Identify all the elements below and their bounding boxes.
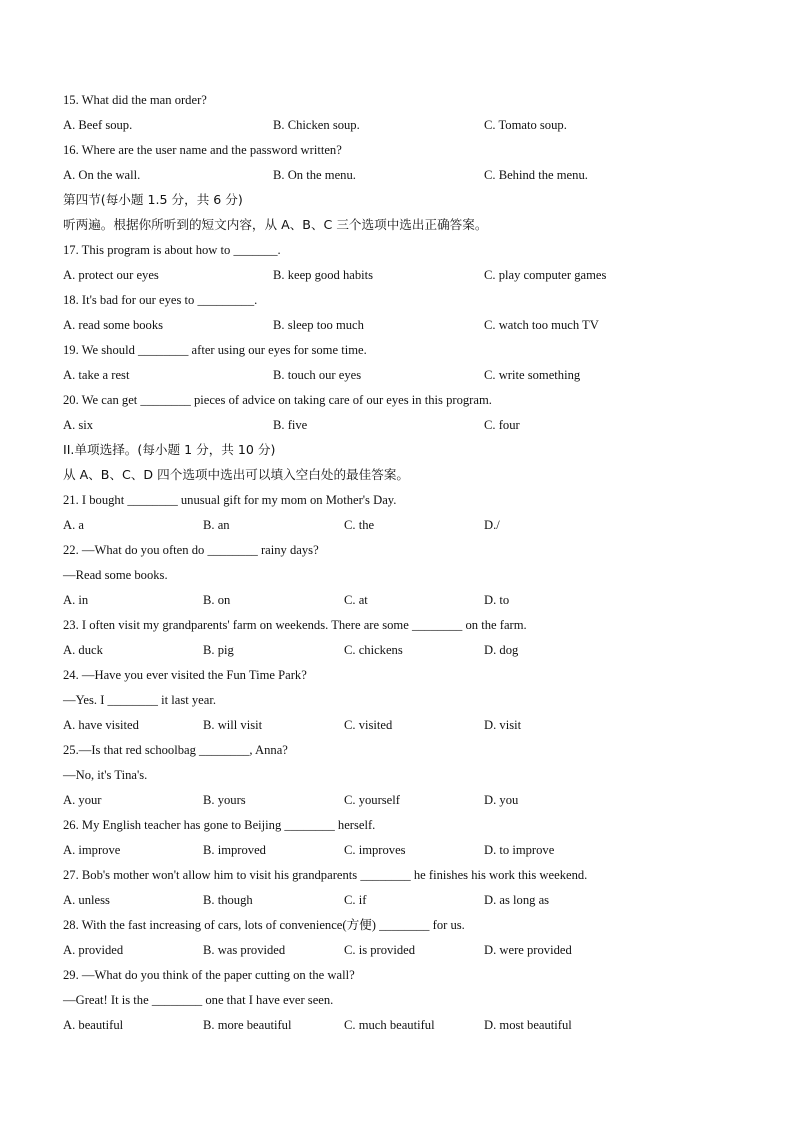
answer-options bbox=[63, 890, 743, 915]
option-a: A. have visited bbox=[63, 718, 139, 732]
option-b: B. was provided bbox=[203, 943, 286, 957]
answer-options bbox=[63, 840, 743, 865]
option-b: B. an bbox=[203, 518, 230, 532]
option-a: A. protect our eyes bbox=[63, 268, 159, 282]
question-text: —No, it's Tina's. bbox=[63, 768, 148, 782]
option-b: B. improved bbox=[203, 843, 266, 857]
question-text: 17. This program is about how to _______. bbox=[63, 243, 281, 257]
option-b: B. though bbox=[203, 893, 253, 907]
option-c: C. yourself bbox=[344, 793, 400, 807]
option-c: C. watch too much TV bbox=[484, 318, 599, 332]
option-a: A. take a rest bbox=[63, 368, 130, 382]
question-text: 28. With the fast increasing of cars, lots of convenience(方便) ________ for us. bbox=[63, 918, 465, 932]
question-text: 21. I bought ________ unusual gift for my mom on Mother's Day. bbox=[63, 493, 397, 507]
option-b: B. On the menu. bbox=[273, 168, 356, 182]
question-text: 25.—Is that red schoolbag ________, Anna? bbox=[63, 743, 288, 757]
option-b: B. pig bbox=[203, 643, 234, 657]
option-a: A. duck bbox=[63, 643, 103, 657]
option-a: A. beautiful bbox=[63, 1018, 124, 1032]
option-b: B. more beautiful bbox=[203, 1018, 292, 1032]
answer-options bbox=[63, 365, 743, 390]
question-text: 20. We can get ________ pieces of advice on taking care of our eyes in this program. bbox=[63, 393, 492, 407]
option-a: A. unless bbox=[63, 893, 110, 907]
option-b: B. will visit bbox=[203, 718, 263, 732]
option-c: C. at bbox=[344, 593, 368, 607]
option-c: C. chickens bbox=[344, 643, 403, 657]
question-text: 16. Where are the user name and the password written? bbox=[63, 143, 342, 157]
option-c: C. is provided bbox=[344, 943, 416, 957]
option-a: A. Beef soup. bbox=[63, 118, 133, 132]
question-text: 23. I often visit my grandparents' farm on weekends. There are some ________ on the farm. bbox=[63, 618, 527, 632]
option-a: A. On the wall. bbox=[63, 168, 141, 182]
option-a: A. your bbox=[63, 793, 102, 807]
option-d: D. to improve bbox=[484, 843, 555, 857]
option-a: A. six bbox=[63, 418, 94, 432]
question-text: —Great! It is the ________ one that I have ever seen. bbox=[63, 993, 334, 1007]
option-c: C. much beautiful bbox=[344, 1018, 435, 1032]
option-d: D. as long as bbox=[484, 893, 550, 907]
question-text: 22. —What do you often do ________ rainy days? bbox=[63, 543, 319, 557]
answer-options bbox=[63, 640, 743, 665]
option-b: B. Chicken soup. bbox=[273, 118, 360, 132]
section-heading: 第四节(每小题 1.5 分，共 6 分) bbox=[63, 192, 243, 207]
option-b: B. on bbox=[203, 593, 231, 607]
question-text: 29. —What do you think of the paper cutting on the wall? bbox=[63, 968, 355, 982]
option-b: B. five bbox=[273, 418, 308, 432]
option-d: D. to bbox=[484, 593, 510, 607]
answer-options bbox=[63, 165, 743, 190]
option-c: C. visited bbox=[344, 718, 393, 732]
question-text: 15. What did the man order? bbox=[63, 93, 207, 107]
answer-options bbox=[63, 315, 743, 340]
option-a: A. provided bbox=[63, 943, 124, 957]
option-c: C. four bbox=[484, 418, 520, 432]
option-a: A. read some books bbox=[63, 318, 164, 332]
option-c: C. Tomato soup. bbox=[484, 118, 567, 132]
question-text: 26. My English teacher has gone to Beijing ________ herself. bbox=[63, 818, 376, 832]
question-text: —Read some books. bbox=[63, 568, 168, 582]
option-c: C. improves bbox=[344, 843, 406, 857]
option-d: D. visit bbox=[484, 718, 522, 732]
option-c: C. Behind the menu. bbox=[484, 168, 588, 182]
answer-options bbox=[63, 590, 743, 615]
option-a: A. in bbox=[63, 593, 89, 607]
option-b: B. sleep too much bbox=[273, 318, 364, 332]
option-c: C. play computer games bbox=[484, 268, 607, 282]
option-c: C. write something bbox=[484, 368, 581, 382]
option-b: B. yours bbox=[203, 793, 246, 807]
section-heading: 从 A、B、C、D 四个选项中选出可以填入空白处的最佳答案。 bbox=[63, 467, 410, 482]
option-d: D./ bbox=[484, 518, 500, 532]
option-b: B. keep good habits bbox=[273, 268, 374, 282]
answer-options bbox=[63, 790, 743, 815]
question-text: 24. —Have you ever visited the Fun Time Park? bbox=[63, 668, 307, 682]
exam-page bbox=[63, 90, 743, 1040]
question-text: —Yes. I ________ it last year. bbox=[63, 693, 216, 707]
answer-options bbox=[63, 265, 743, 290]
answer-options bbox=[63, 940, 743, 965]
option-b: B. touch our eyes bbox=[273, 368, 362, 382]
option-a: A. improve bbox=[63, 843, 121, 857]
answer-options bbox=[63, 515, 743, 540]
option-a: A. a bbox=[63, 518, 84, 532]
option-c: C. if bbox=[344, 893, 367, 907]
question-text: 19. We should ________ after using our eyes for some time. bbox=[63, 343, 367, 357]
answer-options bbox=[63, 1015, 743, 1040]
answer-options bbox=[63, 115, 743, 140]
option-d: D. were provided bbox=[484, 943, 572, 957]
option-d: D. dog bbox=[484, 643, 519, 657]
answer-options bbox=[63, 415, 743, 440]
question-text: 18. It's bad for our eyes to _________. bbox=[63, 293, 258, 307]
section-heading: II.单项选择。(每小题 1 分，共 10 分) bbox=[63, 442, 276, 457]
section-heading: 听两遍。根据你所听到的短文内容，从 A、B、C 三个选项中选出正确答案。 bbox=[63, 217, 488, 232]
question-text: 27. Bob's mother won't allow him to visit his grandparents ________ he finishes his work this weekend. bbox=[63, 868, 588, 882]
option-d: D. most beautiful bbox=[484, 1018, 572, 1032]
option-c: C. the bbox=[344, 518, 375, 532]
answer-options bbox=[63, 715, 743, 740]
option-d: D. you bbox=[484, 793, 519, 807]
